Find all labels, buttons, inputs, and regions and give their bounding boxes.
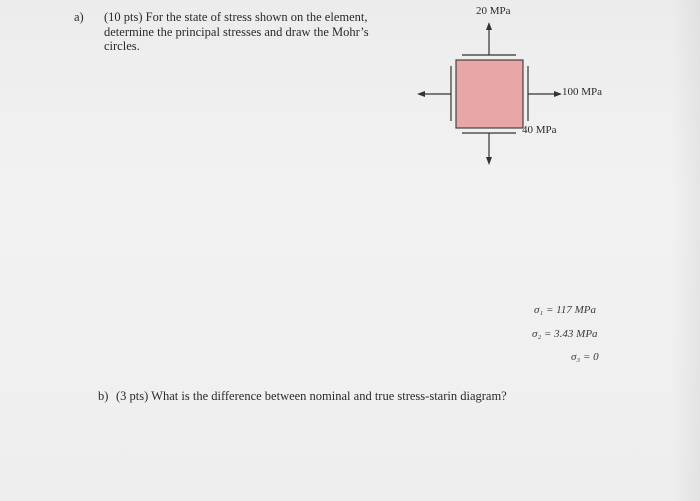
right-stress-label: 100 MPa [562, 86, 603, 98]
question-a-text: (10 pts) For the state of stress shown on the element, determine the principal stresses and draw the Mohr’s circles. [104, 10, 369, 53]
top-arrow-head [486, 22, 492, 30]
left-arrow-head [417, 91, 425, 97]
bottom-arrow-head [486, 157, 492, 165]
question-b-marker: b) [98, 389, 109, 403]
sigma-2-answer: σ₂ = 3.43 MPa [532, 328, 598, 340]
top-stress-label: 20 MPa [476, 5, 511, 17]
question-b-text: (3 pts) What is the difference between nominal and true stress-starin diagram? [116, 389, 507, 403]
sigma-3-answer: σ₃ = 0 [571, 351, 599, 363]
stress-element-square [456, 60, 523, 128]
page-edge-shadow [672, 0, 700, 501]
sigma-1-answer: σ₁ = 117 MPa [534, 304, 596, 316]
question-a-marker: a) [74, 10, 84, 24]
right-arrow-head [554, 91, 562, 97]
bottom-stress-label: 40 MPa [522, 124, 557, 136]
